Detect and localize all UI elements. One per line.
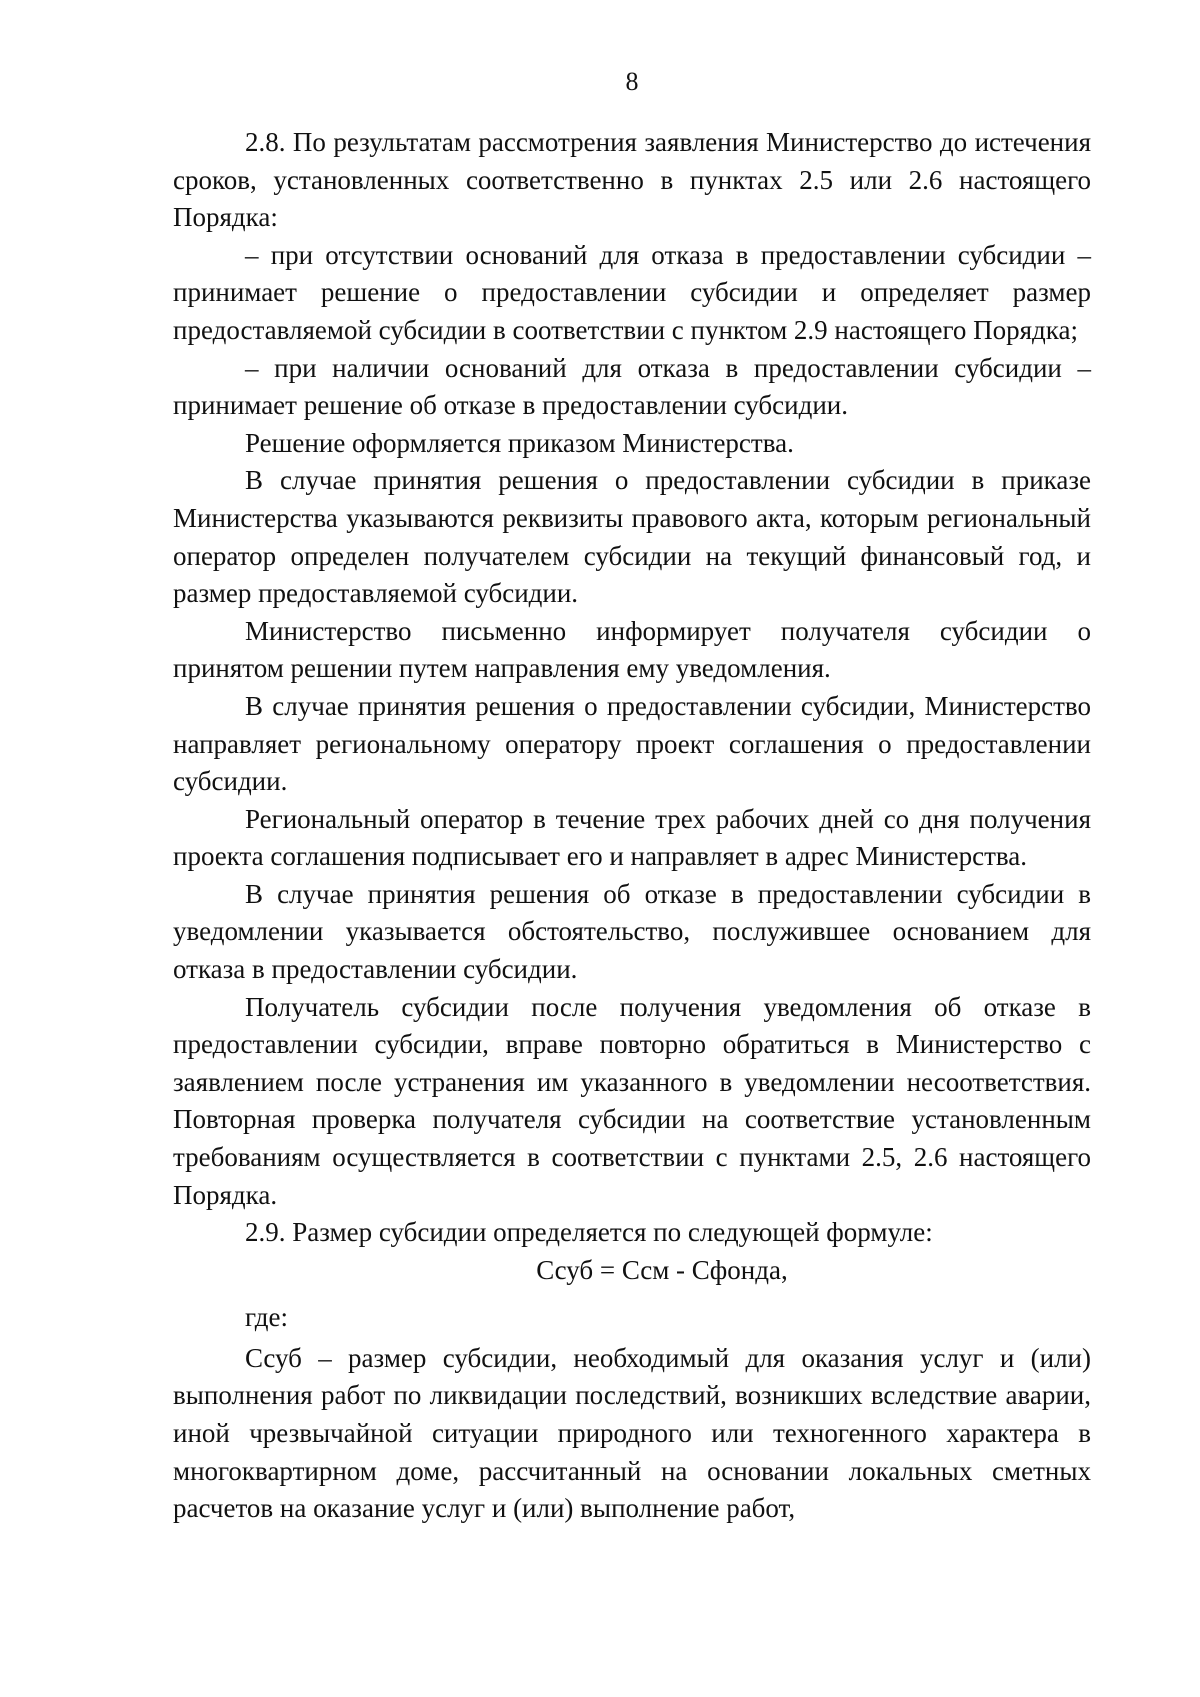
where-label: где:	[245, 1301, 288, 1332]
paragraph-reapplication: Получатель субсидии после получения уведомления об отказе в предоставлении субсидии, вправе повторно обратиться в Министерство с заявлением после устранения им указанного в уведомлении несоответствия. Повторная проверка получателя субсидии на соответствие установленным требованиям осуществляется в соответствии с пунктами 2.5, 2.6 настоящего Порядка.	[173, 991, 1091, 1210]
paragraph-agreement-draft: В случае принятия решения о предоставлении субсидии, Министерство направляет региональному оператору проект соглашения о предоставлении субсидии.	[173, 690, 1091, 797]
paragraph-order-details: В случае принятия решения о предоставлении субсидии в приказе Министерства указываются реквизиты правового акта, которым региональный оператор определен получателем субсидии на текущий финансовый год, и размер предоставляемой субсидии.	[173, 465, 1091, 609]
paragraph-with-grounds: – при наличии оснований для отказа в предоставлении субсидии – принимает решение об отказе в предоставлении субсидии.	[173, 352, 1091, 421]
paragraph-2-9: 2.9. Размер субсидии определяется по следующей формуле:	[245, 1217, 933, 1248]
document-body	[173, 124, 1091, 1528]
paragraph-refusal-notice: В случае принятия решения об отказе в предоставлении субсидии в уведомлении указывается обстоятельство, послужившее основанием для отказа в предоставлении субсидии.	[173, 878, 1091, 985]
paragraph-no-grounds: – при отсутствии оснований для отказа в предоставлении субсидии – принимает решение о предоставлении субсидии и определяет размер предоставляемой субсидии в соответствии с пунктом 2.9 настоящего Порядка;	[173, 239, 1091, 345]
paragraph-notification: Министерство письменно информирует получателя субсидии о принятом решении путем направления ему уведомления.	[173, 615, 1091, 684]
paragraph-definition: Ссуб – размер субсидии, необходимый для оказания услуг и (или) выполнения работ по ликвидации последствий, возникших вследствие аварии, иной чрезвычайной ситуации природного или техногенного характера в многоквартирном доме, рассчитанный на основании локальных сметных расчетов на оказание услуг и (или) выполнение работ,	[173, 1342, 1091, 1524]
paragraph-decision-order: Решение оформляется приказом Министерства.	[245, 427, 794, 458]
subsidy-formula: Ссуб = Ссм - Сфонда,	[536, 1254, 788, 1285]
paragraph-signing: Региональный оператор в течение трех рабочих дней со дня получения проекта соглашения подписывает его и направляет в адрес Министерства.	[173, 803, 1091, 872]
page-number: 8	[625, 67, 639, 96]
paragraph-2-8: 2.8. По результатам рассмотрения заявления Министерство до истечения сроков, установленных соответственно в пунктах 2.5 или 2.6 настоящего Порядка:	[173, 127, 1091, 233]
